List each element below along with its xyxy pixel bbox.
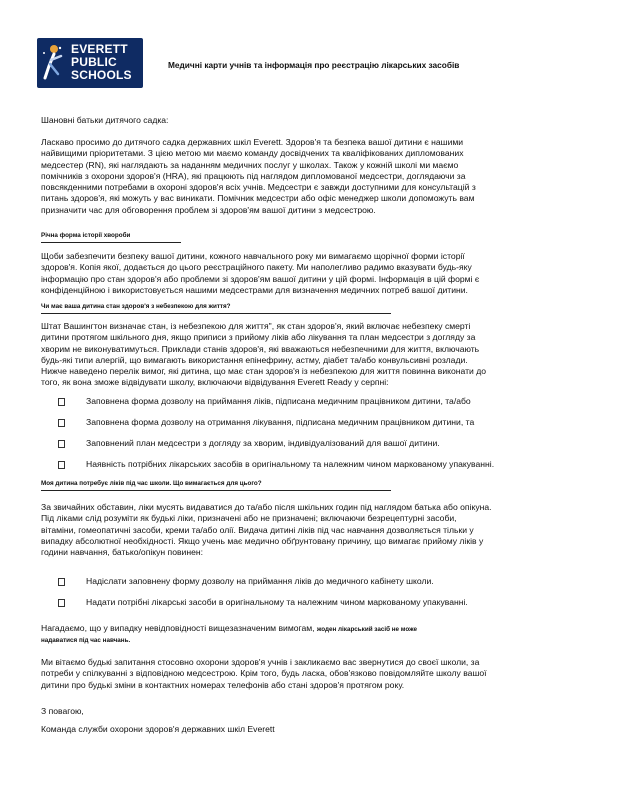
paragraph-line: будь-які типи алергій, що вимагають використання епінефрину, астму, діабет та/або конвульсивні розлади.: [41, 354, 468, 365]
document-title: Медичні карти учнів та інформація про реєстрацію лікарських засобів: [168, 60, 460, 70]
logo-line-1: EVERETT: [71, 42, 128, 56]
paragraph-line: інформацію про стан здоров'я або проблеми зі здоров'ям вашої дитини у цій формі. Інформація в цій формі є: [41, 273, 480, 284]
reminder-small-line: надаватися під час навчань.: [41, 637, 131, 645]
bullet-box-icon: [58, 461, 65, 469]
list-item-text: Наявність потрібних лікарських засобів в оригінальному та належним чином маркованому упакуванні.: [86, 459, 495, 469]
reminder-small-text: жоден лікарський засіб не може: [316, 626, 418, 633]
everett-public-schools-logo: [37, 38, 143, 88]
parent-steps-list: [58, 576, 598, 608]
intro-line: найвищими пріоритетами. З цією метою ми маємо команду досвідчених та кваліфікованих дипломованих: [41, 148, 464, 159]
bullet-box-icon: [58, 398, 65, 406]
list-item-text: Надіслати заповнену форму дозволу на приймання ліків до медичного кабінету школи.: [86, 576, 434, 586]
reminder-text: Нагадаємо, що у випадку невідповідності вищезазначеним вимогам,: [41, 623, 315, 633]
greeting: Шановні батьки дитячого садка:: [41, 115, 169, 125]
paragraph-line: випадку абсолютної необхідності. Якщо учень має медично обґрунтовану причину, що вимагає прийому ліків у: [41, 535, 484, 546]
intro-line: повсякденними потребами в охороні здоров'я всіх учнів. Медсестри є завжди доступними для консультацій з: [41, 182, 476, 193]
requirements-list: [58, 396, 598, 470]
paragraph-line: За звичайних обставин, ліки мусять видаватися до та/або після шкільних годин під наглядом батька або опікуна.: [41, 502, 492, 512]
life-threatening-paragraph: [41, 321, 581, 389]
intro-line: помічників з охорони здоров'я (HRA), які працюють під наглядом дипломованої медсестри, доглядаючи за: [41, 170, 466, 181]
list-item: [58, 459, 598, 470]
intro-line: питань здоров'я, які можуть у вас виникати. Помічник медсестри або офіс менеджер школи допоможуть вам: [41, 193, 475, 204]
intro-paragraph: [41, 137, 581, 216]
paragraph-line: конфіденційною і використовується нашими медсестрами для визначення медичних потреб вашої дитини.: [41, 284, 468, 295]
reminder-paragraph: [41, 623, 581, 647]
paragraph-line: здоров'я. Копія якої, додається до цього реєстраційного пакету. Ми наполегливо радимо вказувати будь-яку: [41, 262, 472, 273]
signoff: З повагою,: [41, 706, 84, 716]
bullet-box-icon: [58, 599, 65, 607]
annual-form-paragraph: [41, 251, 581, 296]
signature: Команда служби охорони здоров'я державних шкіл Everett: [41, 724, 275, 734]
intro-line: Ласкаво просимо до дитячого садка державних шкіл Everett. Здоров'я та безпека вашої дитини є нашими: [41, 137, 464, 147]
section-heading-life-threatening: Чи має ваша дитина стан здоров'я з небезпекою для життя?: [41, 303, 391, 314]
closing-paragraph: [41, 657, 581, 691]
list-item: [58, 417, 598, 428]
paragraph-line: години навчання, батько/опікун повинен:: [41, 547, 204, 558]
paragraph-line: дитини протягом шкільного дня, якщо приписи з прийому ліків або лікування та план медсестри з догляду за: [41, 332, 476, 343]
medication-paragraph: [41, 502, 581, 558]
paragraph-line: дитини про будькі зміни в контактних номерах телефонів або стані здоров'я протягом року.: [41, 679, 405, 690]
list-item: [58, 438, 598, 449]
student-figure-icon: [41, 44, 63, 82]
intro-line: призначити час для обговорення проблем зі здоров'ям вашої дитини з медсестрою.: [41, 204, 376, 215]
list-item-text: Заповнена форма дозволу на приймання ліків, підписана медичним працівником дитини, та/або: [86, 396, 471, 406]
paragraph-line: Нижче наведено перелік вимог, які дитина, що має стан здоров'я із небезпекою для життя повинна виконати до: [41, 366, 487, 377]
section-heading-annual-form: Річна форма історії хвороби: [41, 232, 181, 243]
paragraph-line: Щоби забезпечити безпеку вашої дитини, кожного навчального року ми вимагаємо щорічної форми історії: [41, 251, 465, 261]
list-item-text: Заповнений план медсестри з догляду за хворим, індивідуалізований для вашої дитини.: [86, 438, 440, 448]
paragraph-line: хворим не виконуватимуться. Приклади станів здоров'я, які вважаються небезпечними для життя, включають: [41, 343, 480, 354]
paragraph-line: того, як вона зможе відвідувати школу, включаючи відвідування Everett Ready у серпні:: [41, 377, 389, 388]
logo-line-2: PUBLIC: [71, 55, 117, 69]
paragraph-line: Під ліками слід розуміти як будькі ліки, призначені або не призначені; включаючи безрецептурні засоби,: [41, 513, 457, 524]
list-item-text: Надати потрібні лікарські засоби в оригінальному та належним чином маркованому упакуванні.: [86, 597, 468, 607]
section-heading-medication-at-school: Моя дитина потребує ліків під час школи. Що вимагається для цього?: [41, 480, 391, 491]
bullet-box-icon: [58, 578, 65, 586]
paragraph-line: вітаміни, гомеопатичні засоби, креми та/або олії. Видача дитині ліків під час навчання дозволяється тільки у: [41, 524, 474, 535]
paragraph-line: Ми вітаємо будькі запитання стосовно охорони здоров'я учнів і закликаємо вас звернутися до своєї школи, за: [41, 657, 480, 667]
paragraph-line: потреби у спілкуванні з відповідною медсестрою. Крім того, будь ласка, обов'язково повідомляйте школу вашої: [41, 668, 487, 679]
reminder-line: [41, 623, 581, 635]
list-item: [58, 576, 598, 587]
list-item: [58, 597, 598, 608]
list-item-text: Заповнена форма дозволу на отримання лікування, підписана медичним працівником дитини, та: [86, 417, 475, 427]
bullet-box-icon: [58, 440, 65, 448]
paragraph-line: Штат Вашингтон визначає стан, із небезпекою для життя", як стан здоров'я, який включає небезпеку смерті: [41, 321, 471, 331]
intro-line: медсестер (RN), які наглядають за наданням медичних послуг у школах. Також у кожній школі ми маємо: [41, 159, 459, 170]
bullet-box-icon: [58, 419, 65, 427]
logo-line-3: SCHOOLS: [71, 68, 132, 82]
list-item: [58, 396, 598, 407]
